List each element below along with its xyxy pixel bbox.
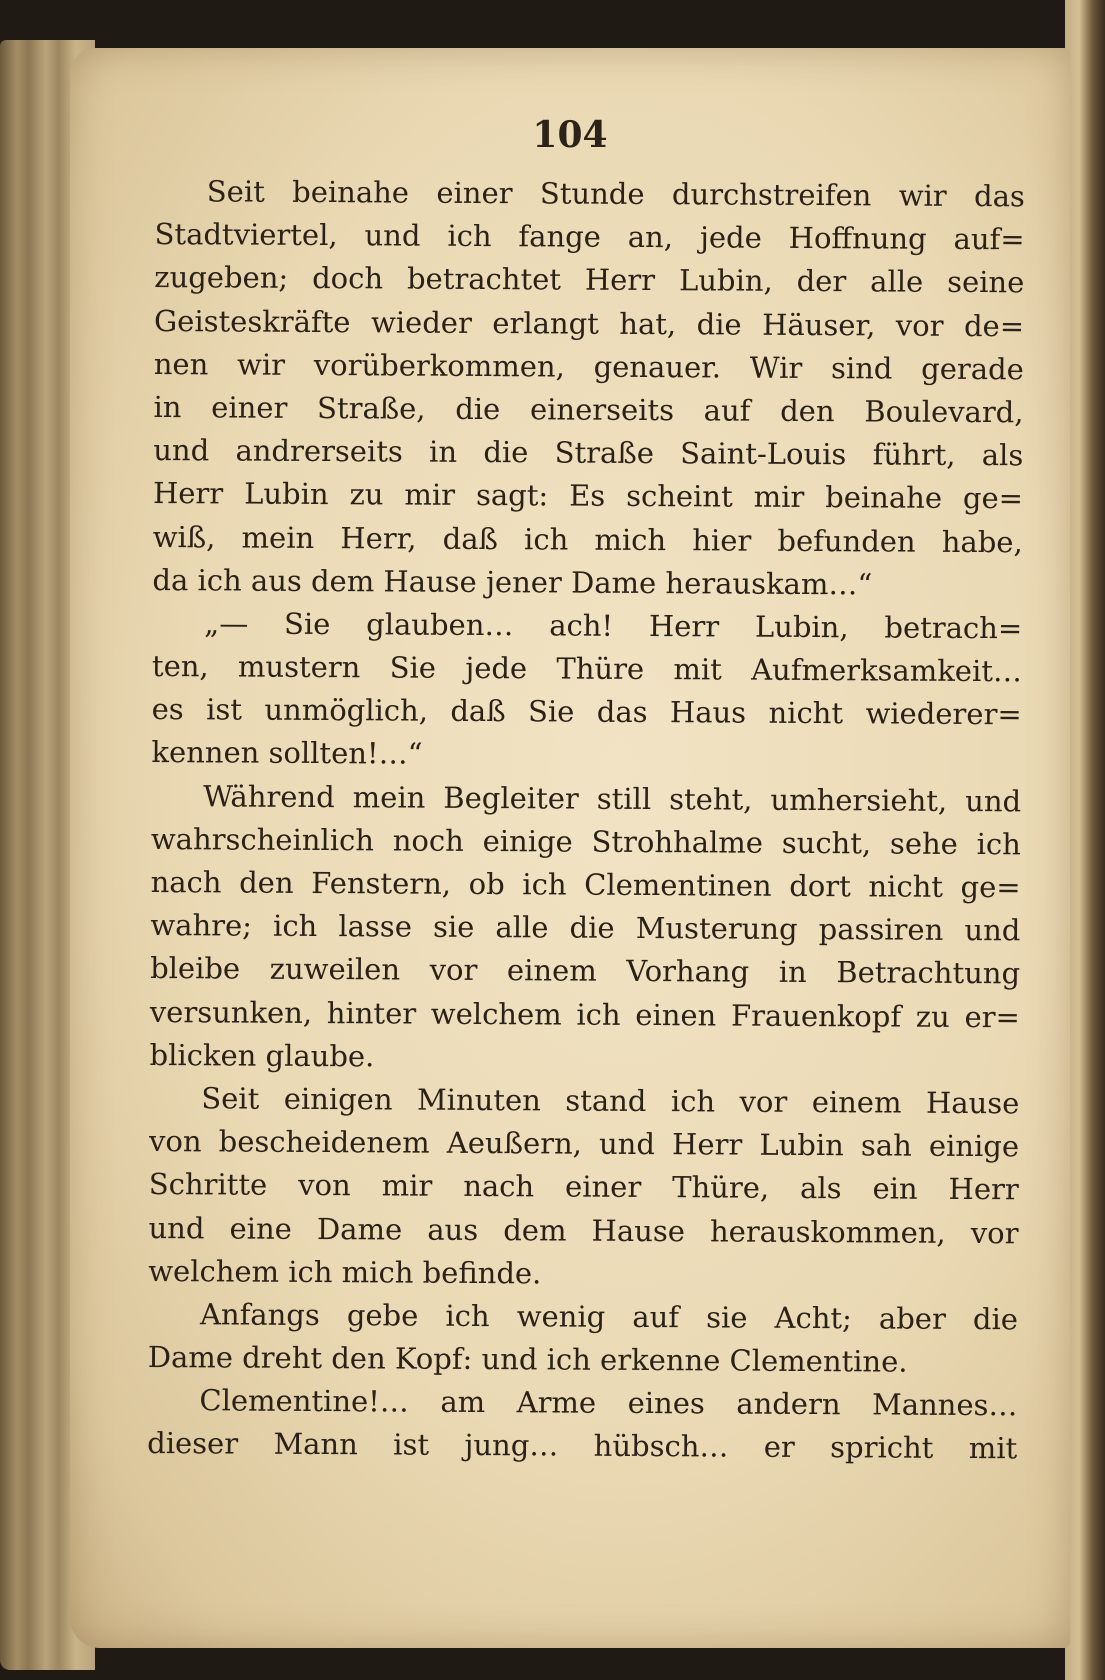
text-line: und andrerseits in die Straße Saint-Louis führt, als (153, 433, 1024, 473)
text-line: und eine Dame aus dem Hause herauskommen, vor (148, 1210, 1019, 1250)
text-line: Seit beinahe einer Stunde durchstreifen wir das (206, 174, 1025, 214)
body-text (147, 170, 1025, 1471)
text-line: „— Sie glauben… ach! Herr Lubin, betrach= (204, 606, 1023, 646)
binding-edge (1065, 0, 1105, 1680)
text-line: in einer Straße, die einerseits auf den Boulevard, (153, 389, 1024, 430)
text-line: Geisteskräfte wieder erlangt hat, die Häuser, vor de= (153, 303, 1025, 343)
text-line: wahrscheinlich noch einige Strohhalme sucht, sehe ich (150, 821, 1022, 862)
text-line: Clementine!… am Arme eines andern Mannes… (199, 1383, 1018, 1423)
text-line: blicken glaube. (149, 1037, 375, 1074)
text-line: welchem ich mich befinde. (148, 1253, 542, 1291)
text-line: wahre; ich lasse sie alle die Musterung passiren und (150, 908, 1021, 948)
text-line: Seit einigen Minuten stand ich vor einem Hause (201, 1081, 1020, 1121)
text-line: Während mein Begleiter still steht, umhersieht, und (203, 778, 1022, 818)
text-line: Schritte von mir nach einer Thüre, als ein Herr (148, 1167, 1019, 1207)
text-line: ten, mustern Sie jede Thüre mit Aufmerksamkeit… (151, 649, 1023, 689)
text-line: es ist unmöglich, daß Sie das Haus nicht wiederer= (151, 692, 1022, 732)
text-line: nen wir vorüberkommen, genauer. Wir sind gerade (153, 346, 1024, 387)
text-line: wiß, mein Herr, daß ich mich hier befunden habe, (152, 519, 1023, 559)
text-line: kennen sollten!…“ (151, 735, 423, 772)
text-line: versunken, hinter welchem ich einen Frauenkopf zu er= (149, 994, 1020, 1034)
text-line: nach den Fenstern, ob ich Clementinen dort nicht ge= (150, 864, 1021, 905)
page-number: 104 (532, 114, 608, 156)
text-line: Herr Lubin zu mir sagt: Es scheint mir beinahe ge= (152, 476, 1024, 516)
text-line: zugeben; doch betrachtet Herr Lubin, der alle seine (154, 260, 1025, 300)
text-line: Stadtviertel, und ich fange an, jede Hoffnung auf= (154, 217, 1025, 257)
text-line: dieser Mann ist jung… hübsch… er spricht mit (147, 1426, 1018, 1466)
text-line: Dame dreht den Kopf: und ich erkenne Clementine. (147, 1340, 908, 1379)
text-line: von bescheidenem Aeußern, und Herr Lubin sah einige (148, 1124, 1020, 1164)
text-line: da ich aus dem Hause jener Dame herauskam…“ (152, 562, 873, 602)
text-line: bleibe zuweilen vor einem Vorhang in Betrachtung (150, 951, 1021, 991)
text-line: Anfangs gebe ich wenig auf sie Acht; aber die (199, 1297, 1019, 1337)
